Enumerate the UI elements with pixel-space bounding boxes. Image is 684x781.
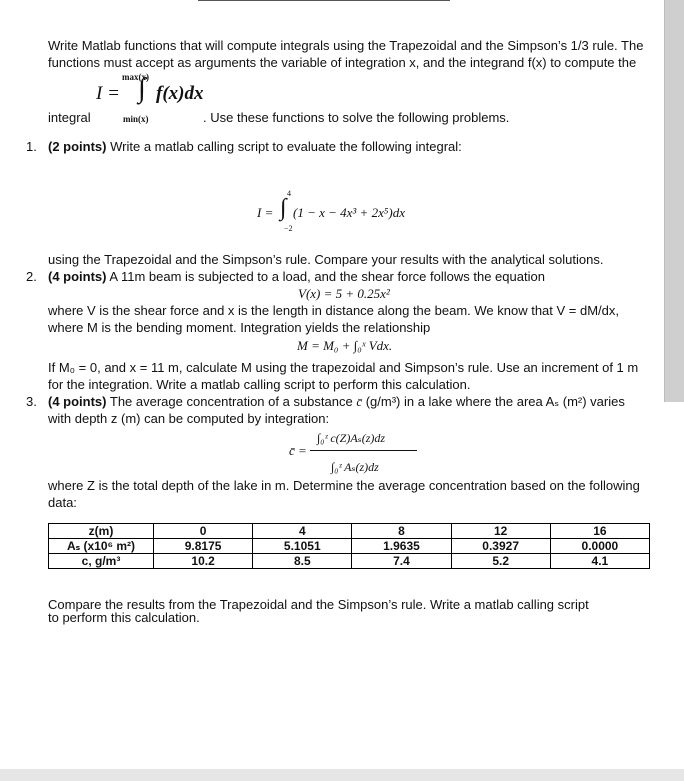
problem-3-c-symbol: c̄ [356,394,363,409]
table-cell: 10.2 [154,554,253,569]
table-cell: 12 [451,524,550,539]
table-cell: 4 [253,524,352,539]
problem-1-lower-limit: −2 [284,224,293,233]
problem-1-eq-lhs: I = [257,205,274,220]
formula-lower-limit: min(x) [123,114,149,124]
top-divider [198,0,450,1]
problem-2-line-5: If M₀ = 0, and x = 11 m, calculate M using the trapezoidal and Simpson’s rule. Use an increment of 1 m [48,360,639,375]
vertical-scrollbar[interactable] [664,0,684,402]
problem-1-number: 1. [26,139,37,154]
problem-1-upper-limit: 4 [287,189,291,198]
integral-sign: ∫ [138,73,146,104]
problem-1-after: using the Trapezoidal and the Simpson’s rule. Compare your results with the analytical solutions. [48,252,604,267]
problem-2-line-6: for the integration. Write a matlab calling script to perform this calculation. [48,377,471,392]
problem-2-statement [48,268,545,285]
table-cell: 0 [154,524,253,539]
intro-use-text: . Use these functions to solve the following problems. [203,110,510,125]
closing-line-1: Compare the results from the Trapezoidal and the Simpson’s rule. Write a matlab calling script [48,597,589,612]
table-cell: 9.8175 [154,539,253,554]
table-row [49,554,650,569]
table-cell: 0.0000 [550,539,649,554]
data-table [48,523,650,569]
problem-2-equation-2: M = M₀ + ∫₀ˣ Vdx. [297,338,393,353]
table-cell: 4.1 [550,554,649,569]
table-cell: 16 [550,524,649,539]
problem-1-statement [48,138,462,155]
problem-3-statement [48,393,625,410]
problem-3-text-a: The average concentration of a substance [106,394,357,409]
table-cell: 0.3927 [451,539,550,554]
table-cell: c, g/m³ [49,554,154,569]
problem-3-eq-numerator: ∫₀ᶻ c(Z)Aₛ(z)dz [317,431,386,445]
table-cell: 5.2 [451,554,550,569]
problem-2-line-3: where V is the shear force and x is the length in distance along the beam. We know that V = dM/dx, [48,303,619,318]
table-cell: 8 [352,524,451,539]
problem-1-eq-body: (1 − x − 4x³ + 2x⁵)dx [293,205,405,220]
table-row [49,539,650,554]
formula-upper-limit: max(x) [122,72,149,82]
table-row [49,524,650,539]
problem-3-number: 3. [26,394,37,409]
bottom-bar [0,769,684,781]
intro-line-1: Write Matlab functions that will compute integrals using the Trapezoidal and the Simpson’s 1/3 rule. The [48,38,644,53]
formula-lhs: I = [96,83,120,104]
table-cell: z(m) [49,524,154,539]
intro-line-2: functions must accept as arguments the variable of integration x, and the integrand f(x) to compute the [48,55,637,70]
problem-3-eq-denominator: ∫₀ᶻ Aₛ(z)dz [331,460,379,474]
closing-line-2: to perform this calculation. [48,610,200,625]
problem-3-points: (4 points) [48,394,107,409]
formula-integrand: f(x)dx [156,83,204,104]
problem-3-line-4: data: [48,495,77,510]
problem-2-line-4: where M is the bending moment. Integration yields the relationship [48,320,431,335]
intro-integral-word: integral [48,110,91,125]
problem-3-fraction-bar [310,450,417,451]
problem-3-line-3: where Z is the total depth of the lake in m. Determine the average concentration based on the following [48,478,640,493]
problem-2-equation-1: V(x) = 5 + 0.25x² [298,286,390,301]
problem-2-text: A 11m beam is subjected to a load, and the shear force follows the equation [106,269,545,284]
table-cell: 7.4 [352,554,451,569]
problem-3-line-2: with depth z (m) can be computed by integration: [48,411,330,426]
problem-2-points: (4 points) [48,269,107,284]
table-cell: Aₛ (x10⁶ m²) [49,539,154,554]
problem-1-integral-sign: ∫ [280,195,287,221]
table-cell: 1.9635 [352,539,451,554]
problem-1-text: Write a matlab calling script to evaluate the following integral: [106,139,462,154]
table-cell: 8.5 [253,554,352,569]
problem-2-number: 2. [26,269,37,284]
table-cell: 5.1051 [253,539,352,554]
problem-3-text-b: (g/m³) in a lake where the area Aₛ (m²) varies [362,394,625,409]
problem-1-points: (2 points) [48,139,107,154]
problem-3-eq-lhs: c̄ = [289,443,307,458]
